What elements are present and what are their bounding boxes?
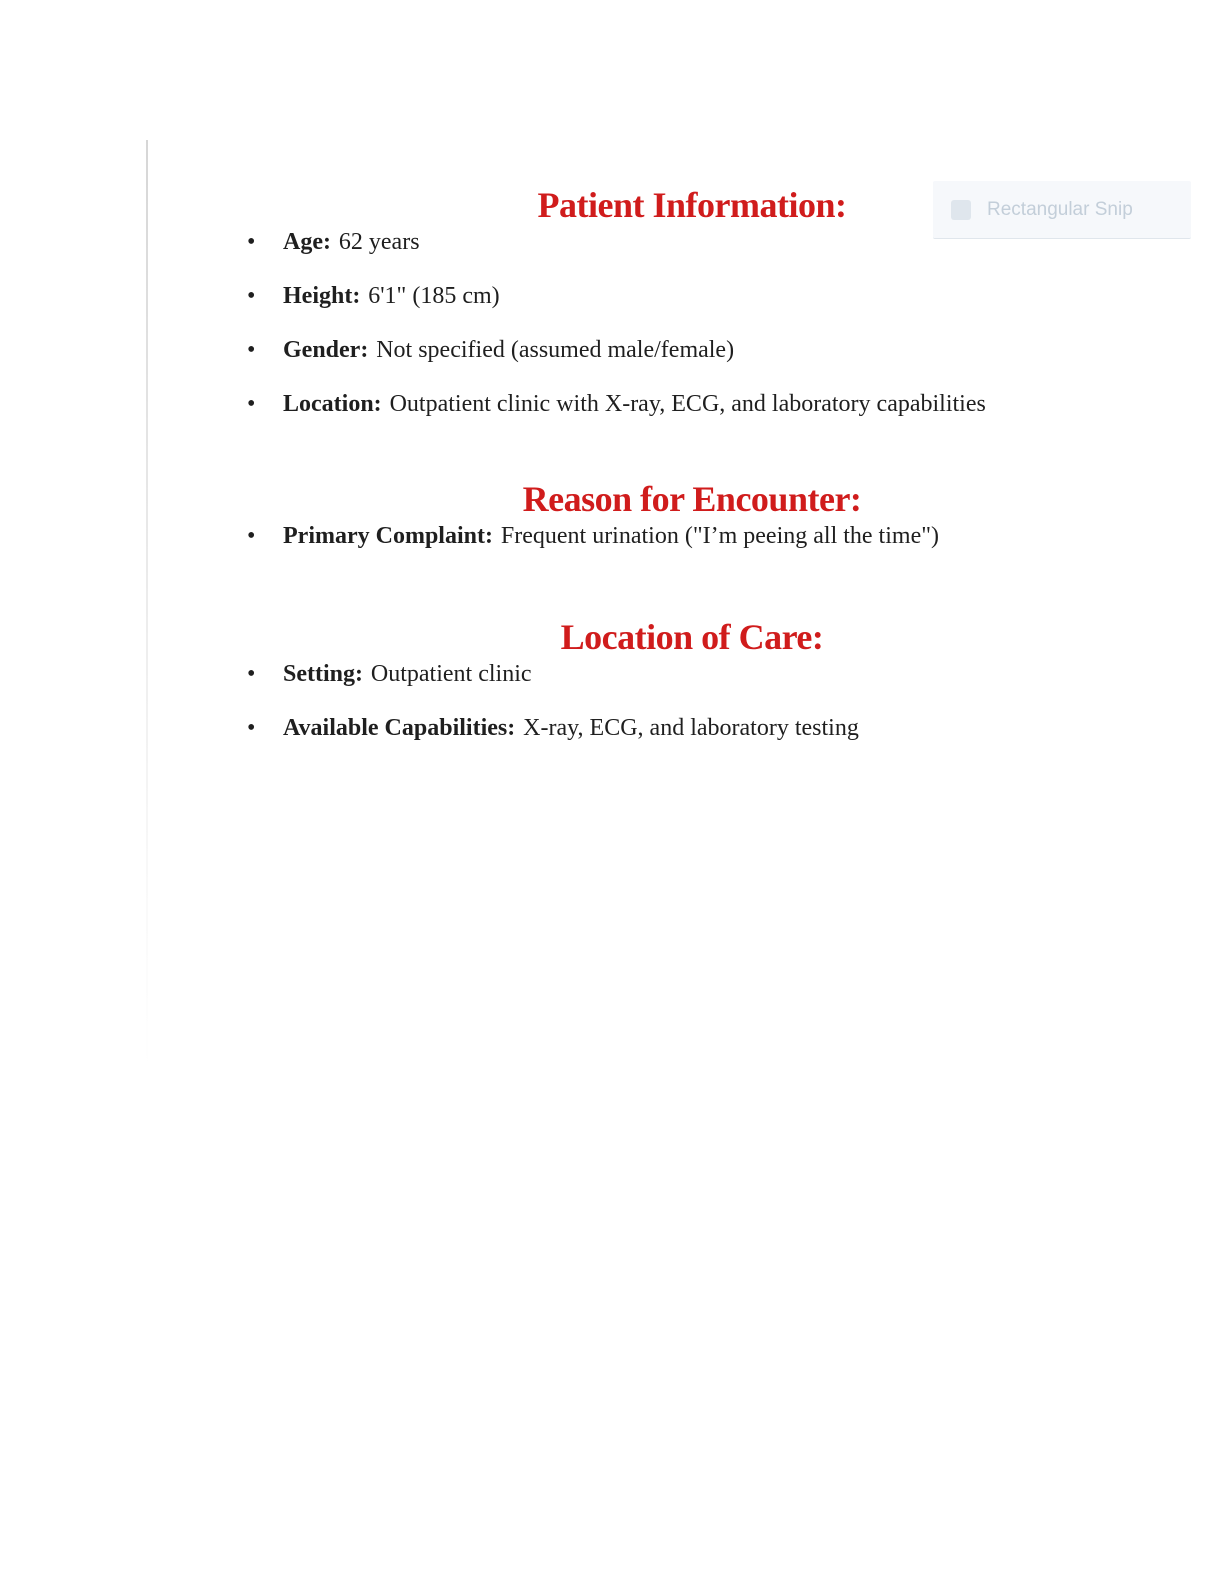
list-item-age [245,226,1139,258]
document-content [245,0,1139,744]
list-item-setting [245,658,1139,690]
item-text: Not specified (assumed male/female) [376,337,735,363]
item-text: Outpatient clinic with X-ray, ECG, and laboratory capabilities [389,391,986,417]
reason-for-encounter-list [245,520,1139,552]
page-edge-line [146,140,148,1070]
section-heading-location-of-care: Location of Care: [560,617,824,657]
item-text: Frequent urination ("I’m peeing all the time") [500,523,940,549]
section-heading-patient-information: Patient Information: [537,185,847,225]
list-item-location [245,388,1139,420]
item-label: Primary Complaint: [283,523,493,549]
list-item-height [245,280,1139,312]
item-text: Outpatient clinic [370,661,532,687]
item-text: 6'1" (185 cm) [368,283,500,309]
patient-information-list [245,226,1139,420]
item-label: Height: [283,283,361,309]
location-of-care-list [245,658,1139,744]
item-label: Gender: [283,337,369,363]
list-item-available-capabilities [245,712,1139,744]
section-heading-reason-for-encounter: Reason for Encounter: [522,479,862,519]
item-label: Available Capabilities: [283,715,516,741]
item-label: Setting: [283,661,363,687]
ghost-rectangular-snip-label: Rectangular Snip [987,198,1133,220]
item-label: Location: [283,391,382,417]
item-label: Age: [283,229,331,255]
list-item-gender [245,334,1139,366]
item-text: X-ray, ECG, and laboratory testing [523,715,859,741]
list-item-primary-complaint [245,520,1139,552]
item-text: 62 years [338,229,420,255]
